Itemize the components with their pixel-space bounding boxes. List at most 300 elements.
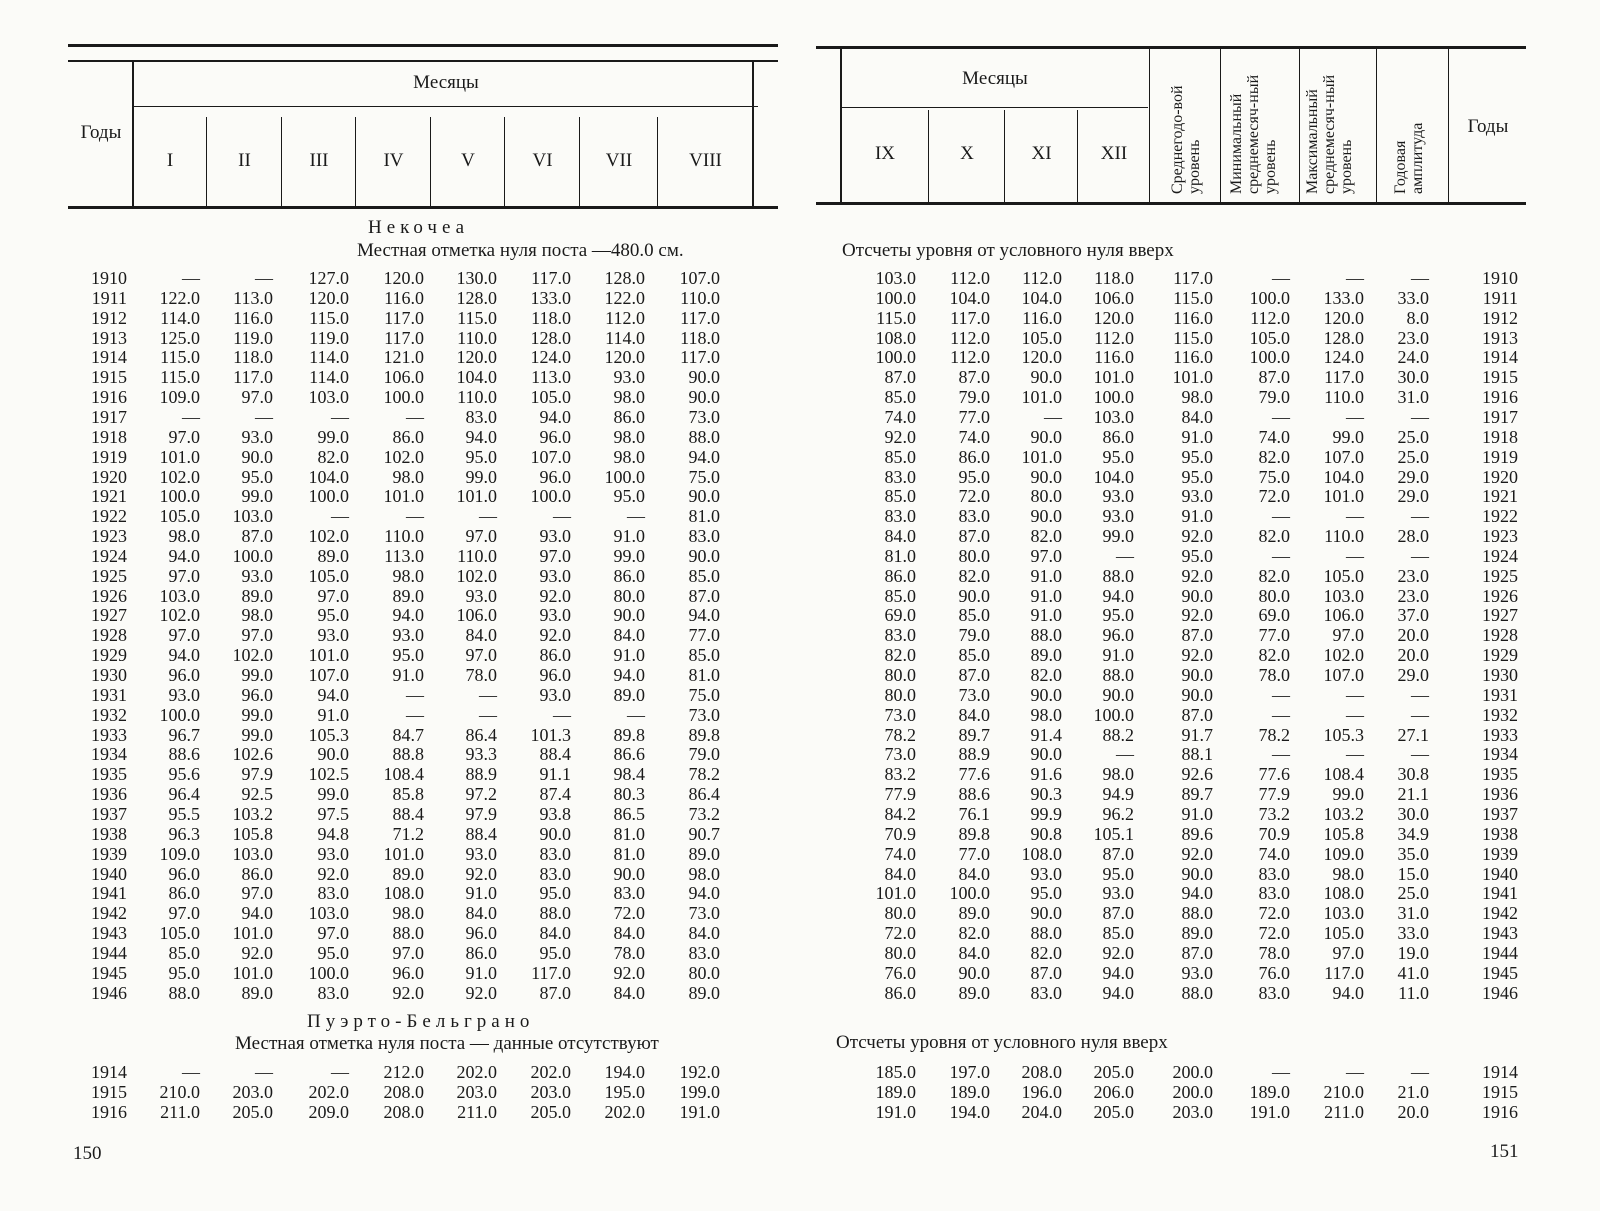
table-cell: 87.4 [539,784,571,805]
table-cell: 76.1 [958,803,990,824]
col-divider [281,117,282,208]
table-cell: 91.0 [317,704,349,725]
table-cell: — [406,704,424,725]
table-cell: — [627,704,645,725]
table-cell: 100.0 [604,466,645,487]
table-cell: 92.0 [317,863,349,884]
table-cell: 90.0 [1181,863,1213,884]
section-note: Отсчеты уровня от условного нуля вверх [836,1032,1168,1053]
table-cell: 99.0 [241,704,273,725]
table-cell: 87.0 [1258,367,1290,388]
table-cell: 97.0 [317,923,349,944]
table-cell: 83.0 [884,466,916,487]
table-cell: 81.0 [613,843,645,864]
table-cell: 85.0 [1102,923,1134,944]
table-cell: 101.0 [383,486,424,507]
table-cell: 93.0 [392,625,424,646]
table-cell: 97.0 [168,565,200,586]
table-cell: 88.0 [688,426,720,447]
table-cell: 203.0 [456,1081,497,1102]
years-header: Годы [80,122,122,143]
table-cell: 103.0 [159,585,200,606]
table-cell: 80.0 [884,942,916,963]
table-cell: — [1346,406,1364,427]
table-cell: 127.0 [308,268,349,288]
table-cell: 94.0 [1102,962,1134,983]
table-cell: 98.0 [241,605,273,626]
table-cell: 94.0 [1332,982,1364,1003]
table-cell: — [1272,704,1290,725]
month-col-header: XII [1100,143,1128,164]
table-cell: 195.0 [604,1081,645,1102]
col-divider [206,117,207,208]
table-cell: 110.0 [384,526,424,547]
year-cell: 1915 [1482,367,1518,388]
table-cell: 82.0 [1258,526,1290,547]
table-cell: 78.0 [613,942,645,963]
table-cell: 73.0 [958,684,990,705]
table-cell: 106.0 [383,367,424,388]
table-cell: 87.0 [958,526,990,547]
table-cell: 107.0 [1323,665,1364,685]
table-cell: 34.9 [1397,823,1429,844]
table-cell: 69.0 [884,605,916,626]
table-cell: 128.0 [604,268,645,288]
table-cell: 203.0 [530,1081,571,1102]
table-cell: 205.0 [1093,1062,1134,1082]
table-cell: 95.0 [168,962,200,983]
table-cell: — [1346,704,1364,725]
table-cell: 87.0 [1181,625,1213,646]
year-cell: 1916 [1482,1101,1518,1122]
table-cell: 98.0 [688,863,720,884]
month-col-header: II [238,150,251,171]
table-cell: 100.0 [308,486,349,507]
table-cell: 185.0 [875,1062,916,1082]
table-cell: 91.7 [1181,724,1213,745]
table-cell: 86.4 [465,724,497,745]
table-cell: 103.0 [308,903,349,924]
table-cell: 82.0 [958,923,990,944]
table-cell: 96.0 [539,466,571,487]
table-cell: 98.0 [392,466,424,487]
table-cell: 117.0 [1324,367,1364,388]
table-cell: 95.0 [1102,446,1134,467]
table-cell: 19.0 [1397,942,1429,963]
table-cell: 108.0 [1021,843,1062,864]
table-cell: 104.0 [456,367,497,388]
table-cell: — [1272,684,1290,705]
month-col-header: VI [532,150,553,171]
table-cell: 128.0 [456,287,497,308]
table-cell: 85.0 [884,585,916,606]
table-cell: 93.0 [539,684,571,705]
table-cell: 86.0 [168,883,200,904]
table-cell: 97.0 [241,387,273,408]
table-cell: 72.0 [884,923,916,944]
table-cell: 90.0 [688,367,720,388]
month-col-header: III [309,150,329,171]
table-cell: 81.0 [688,506,720,527]
table-cell: 94.0 [1181,883,1213,904]
table-cell: 101.0 [308,645,349,666]
table-cell: 83.0 [317,883,349,904]
table-cell: 82.0 [317,446,349,467]
table-cell: 86.5 [613,803,645,824]
table-cell: 86.0 [241,863,273,884]
table-cell: 199.0 [679,1081,720,1102]
months-divider [134,106,758,107]
year-cell: 1928 [1482,625,1518,646]
table-cell: 122.0 [159,287,200,308]
table-cell: 105.0 [159,923,200,944]
table-cell: 200.0 [1172,1081,1213,1102]
table-cell: 107.0 [679,268,720,288]
table-cell: 86.4 [688,784,720,805]
table-cell: 120.0 [1093,307,1134,328]
table-cell: 94.9 [1102,784,1134,805]
table-cell: 101.0 [456,486,497,507]
table-cell: 109.0 [159,387,200,408]
year-cell: 1945 [91,962,127,983]
table-cell: 84.0 [884,526,916,547]
table-cell: 8.0 [1406,307,1429,328]
table-cell: 94.0 [1102,982,1134,1003]
table-cell: 72.0 [1258,923,1290,944]
months-header: Месяцы [413,72,479,93]
year-cell: 1915 [1482,1081,1518,1102]
table-cell: 79.0 [958,387,990,408]
table-cell: 73.0 [688,704,720,725]
table-cell: 93.3 [465,744,497,765]
table-cell: 88.0 [1181,982,1213,1003]
table-cell: 96.0 [168,863,200,884]
table-cell: 92.0 [465,863,497,884]
table-cell: 113.0 [384,545,424,566]
year-cell: 1919 [1482,446,1518,467]
year-cell: 1935 [91,764,127,785]
table-cell: 107.0 [308,665,349,685]
year-cell: 1939 [91,843,127,864]
table-cell: 84.0 [465,903,497,924]
table-cell: — [331,406,349,427]
table-cell: 205.0 [1093,1101,1134,1122]
table-cell: 73.0 [688,903,720,924]
table-cell: 72.0 [613,903,645,924]
table-cell: 90.0 [539,823,571,844]
table-cell: 118.0 [1094,268,1134,288]
table-cell: 82.0 [1030,942,1062,963]
table-cell: 115.0 [876,307,916,328]
table-cell: 94.0 [688,605,720,626]
table-cell: 103.0 [1093,406,1134,427]
section-note: Отсчеты уровня от условного нуля вверх [842,240,1174,261]
table-cell: 88.8 [392,744,424,765]
table-cell: 97.0 [168,903,200,924]
table-cell: 89.8 [688,724,720,745]
table-cell: 125.0 [159,327,200,348]
table-cell: 191.0 [1249,1101,1290,1122]
table-cell: 97.9 [241,764,273,785]
year-cell: 1939 [1482,843,1518,864]
table-cell: 98.0 [392,903,424,924]
year-cell: 1934 [91,744,127,765]
table-cell: 102.0 [456,565,497,586]
table-cell: 86.0 [465,942,497,963]
table-cell: 41.0 [1397,962,1429,983]
table-cell: 83.0 [688,526,720,547]
table-cell: 110.0 [457,327,497,348]
table-cell: 82.0 [1258,446,1290,467]
year-cell: 1944 [91,942,127,963]
table-cell: 92.0 [539,625,571,646]
table-cell: 101.0 [232,962,273,983]
table-cell: 93.0 [1181,486,1213,507]
table-cell: 24.0 [1397,347,1429,368]
table-cell: 133.0 [1323,287,1364,308]
table-cell: 97.9 [465,803,497,824]
year-cell: 1943 [1482,923,1518,944]
table-cell: 106.0 [1323,605,1364,626]
table-cell: 20.0 [1397,645,1429,666]
year-cell: 1932 [91,704,127,725]
table-cell: 80.0 [613,585,645,606]
table-cell: 103.0 [308,387,349,408]
table-cell: 25.0 [1397,446,1429,467]
year-cell: 1912 [1482,307,1518,328]
table-cell: 89.0 [1030,645,1062,666]
table-cell: — [1116,545,1134,566]
table-cell: — [1346,545,1364,566]
year-cell: 1924 [1482,545,1518,566]
table-cell: 80.3 [613,784,645,805]
col-divider [355,117,356,208]
table-cell: 210.0 [159,1081,200,1102]
year-cell: 1933 [91,724,127,745]
table-cell: 77.9 [1258,784,1290,805]
table-cell: 85.0 [958,605,990,626]
table-cell: 130.0 [456,268,497,288]
table-cell: 33.0 [1397,923,1429,944]
table-cell: 91.0 [1030,565,1062,586]
table-cell: 97.0 [168,625,200,646]
table-cell: 102.0 [308,526,349,547]
table-cell: 92.0 [1181,526,1213,547]
table-cell: 211.0 [457,1101,497,1122]
table-cell: 78.0 [1258,942,1290,963]
table-cell: 116.0 [1173,347,1213,368]
table-cell: 105.0 [1323,565,1364,586]
table-cell: 77.0 [958,406,990,427]
table-cell: 103.0 [1323,903,1364,924]
table-cell: 86.0 [958,446,990,467]
table-cell: 77.6 [958,764,990,785]
table-cell: 90.0 [1181,665,1213,685]
table-cell: 83.0 [688,942,720,963]
table-cell: 98.4 [613,764,645,785]
table-cell: 84.0 [1181,406,1213,427]
year-cell: 1920 [1482,466,1518,487]
table-cell: 20.0 [1397,625,1429,646]
table-cell: 86.0 [613,565,645,586]
table-cell: 88.0 [168,982,200,1003]
table-cell: 98.0 [168,526,200,547]
table-cell: 98.0 [613,387,645,408]
table-cell: 87.0 [539,982,571,1003]
table-cell: 88.0 [1102,665,1134,685]
table-cell: 100.0 [159,486,200,507]
table-cell: 202.0 [308,1081,349,1102]
table-cell: 87.0 [1102,843,1134,864]
table-cell: 101.0 [1093,367,1134,388]
table-cell: 103.0 [232,506,273,527]
table-cell: — [553,704,571,725]
table-cell: 121.0 [383,347,424,368]
table-cell: — [1411,684,1429,705]
table-cell: 83.0 [884,625,916,646]
table-cell: 205.0 [232,1101,273,1122]
table-cell: 83.0 [884,506,916,527]
year-cell: 1910 [91,268,127,288]
table-cell: 93.0 [1102,883,1134,904]
table-cell: 204.0 [1021,1101,1062,1122]
table-cell: 84.0 [958,942,990,963]
year-cell: 1921 [1482,486,1518,507]
table-cell: 84.0 [958,863,990,884]
table-cell: 93.0 [241,426,273,447]
table-cell: 23.0 [1397,327,1429,348]
table-cell: 104.0 [308,466,349,487]
year-cell: 1926 [91,585,127,606]
table-cell: — [1346,1062,1364,1082]
table-cell: 20.0 [1397,1101,1429,1122]
col-divider [1299,48,1300,203]
header-rule-top [68,60,778,62]
year-cell: 1923 [91,526,127,547]
table-cell: 100.0 [232,545,273,566]
table-cell: 100.0 [949,883,990,904]
table-cell: 97.0 [392,942,424,963]
table-cell: 99.0 [317,784,349,805]
table-cell: 90.0 [1030,506,1062,527]
year-cell: 1938 [91,823,127,844]
table-cell: 106.0 [1093,287,1134,308]
table-cell: — [1411,545,1429,566]
table-cell: 96.0 [392,962,424,983]
table-cell: 117.0 [384,307,424,328]
table-cell: 114.0 [309,347,349,368]
table-cell: 133.0 [530,287,571,308]
table-cell: 101.0 [383,843,424,864]
station-name: Некочеа [368,217,470,238]
table-cell: 128.0 [1323,327,1364,348]
table-cell: 91.4 [1030,724,1062,745]
years-header: Годы [1467,116,1509,137]
table-cell: — [479,684,497,705]
table-cell: 110.0 [1324,387,1364,408]
table-cell: 80.0 [884,684,916,705]
year-cell: 1933 [1482,724,1518,745]
table-cell: 91.0 [1181,803,1213,824]
table-cell: 86.6 [613,744,645,765]
table-cell: 89.0 [958,982,990,1003]
table-cell: 85.0 [168,942,200,963]
table-cell: 99.0 [1102,526,1134,547]
table-cell: 117.0 [384,327,424,348]
table-cell: 88.4 [392,803,424,824]
table-cell: 82.0 [958,565,990,586]
table-cell: 93.0 [613,367,645,388]
table-cell: 78.2 [884,724,916,745]
month-col-header: IV [383,150,404,171]
table-cell: 33.0 [1397,287,1429,308]
table-cell: 92.0 [1102,942,1134,963]
table-cell: — [406,684,424,705]
table-cell: 100.0 [1093,704,1134,725]
table-cell: 90.0 [1102,684,1134,705]
table-cell: 73.2 [688,803,720,824]
table-cell: 96.4 [168,784,200,805]
table-cell: 208.0 [383,1101,424,1122]
table-cell: 92.5 [241,784,273,805]
table-cell: 120.0 [1323,307,1364,328]
table-cell: — [627,506,645,527]
table-cell: 113.0 [233,287,273,308]
table-cell: 109.0 [1323,843,1364,864]
table-cell: 35.0 [1397,843,1429,864]
table-cell: 96.3 [168,823,200,844]
table-cell: — [1411,704,1429,725]
table-cell: 105.1 [1093,823,1134,844]
table-cell: 72.0 [1258,903,1290,924]
table-cell: 105.0 [1323,923,1364,944]
table-cell: 96.2 [1102,803,1134,824]
table-cell: 120.0 [383,268,424,288]
table-cell: — [1411,744,1429,765]
year-cell: 1913 [91,327,127,348]
table-cell: 97.0 [465,526,497,547]
table-cell: 97.0 [317,585,349,606]
table-cell: 116.0 [1094,347,1134,368]
table-cell: 81.0 [884,545,916,566]
table-cell: 95.0 [392,645,424,666]
table-cell: 21.1 [1397,784,1429,805]
table-cell: 92.0 [1181,843,1213,864]
table-cell: 88.0 [392,923,424,944]
table-cell: 89.0 [392,585,424,606]
table-cell: 93.0 [1030,863,1062,884]
table-cell: 70.9 [1258,823,1290,844]
year-cell: 1927 [91,605,127,626]
table-cell: 91.0 [1030,605,1062,626]
table-cell: 105.0 [1021,327,1062,348]
table-cell: — [255,268,273,288]
table-cell: 80.0 [1258,585,1290,606]
year-cell: 1931 [91,684,127,705]
table-cell: — [1272,545,1290,566]
table-cell: 112.0 [1022,268,1062,288]
table-cell: 112.0 [950,268,990,288]
table-cell: 23.0 [1397,585,1429,606]
table-cell: 87.0 [1181,704,1213,725]
table-cell: 115.0 [309,307,349,328]
months-divider [842,107,1148,108]
table-cell: 95.0 [539,942,571,963]
table-cell: 112.0 [1250,307,1290,328]
table-cell: 80.0 [884,903,916,924]
table-cell: 87.0 [241,526,273,547]
table-cell: 88.4 [539,744,571,765]
